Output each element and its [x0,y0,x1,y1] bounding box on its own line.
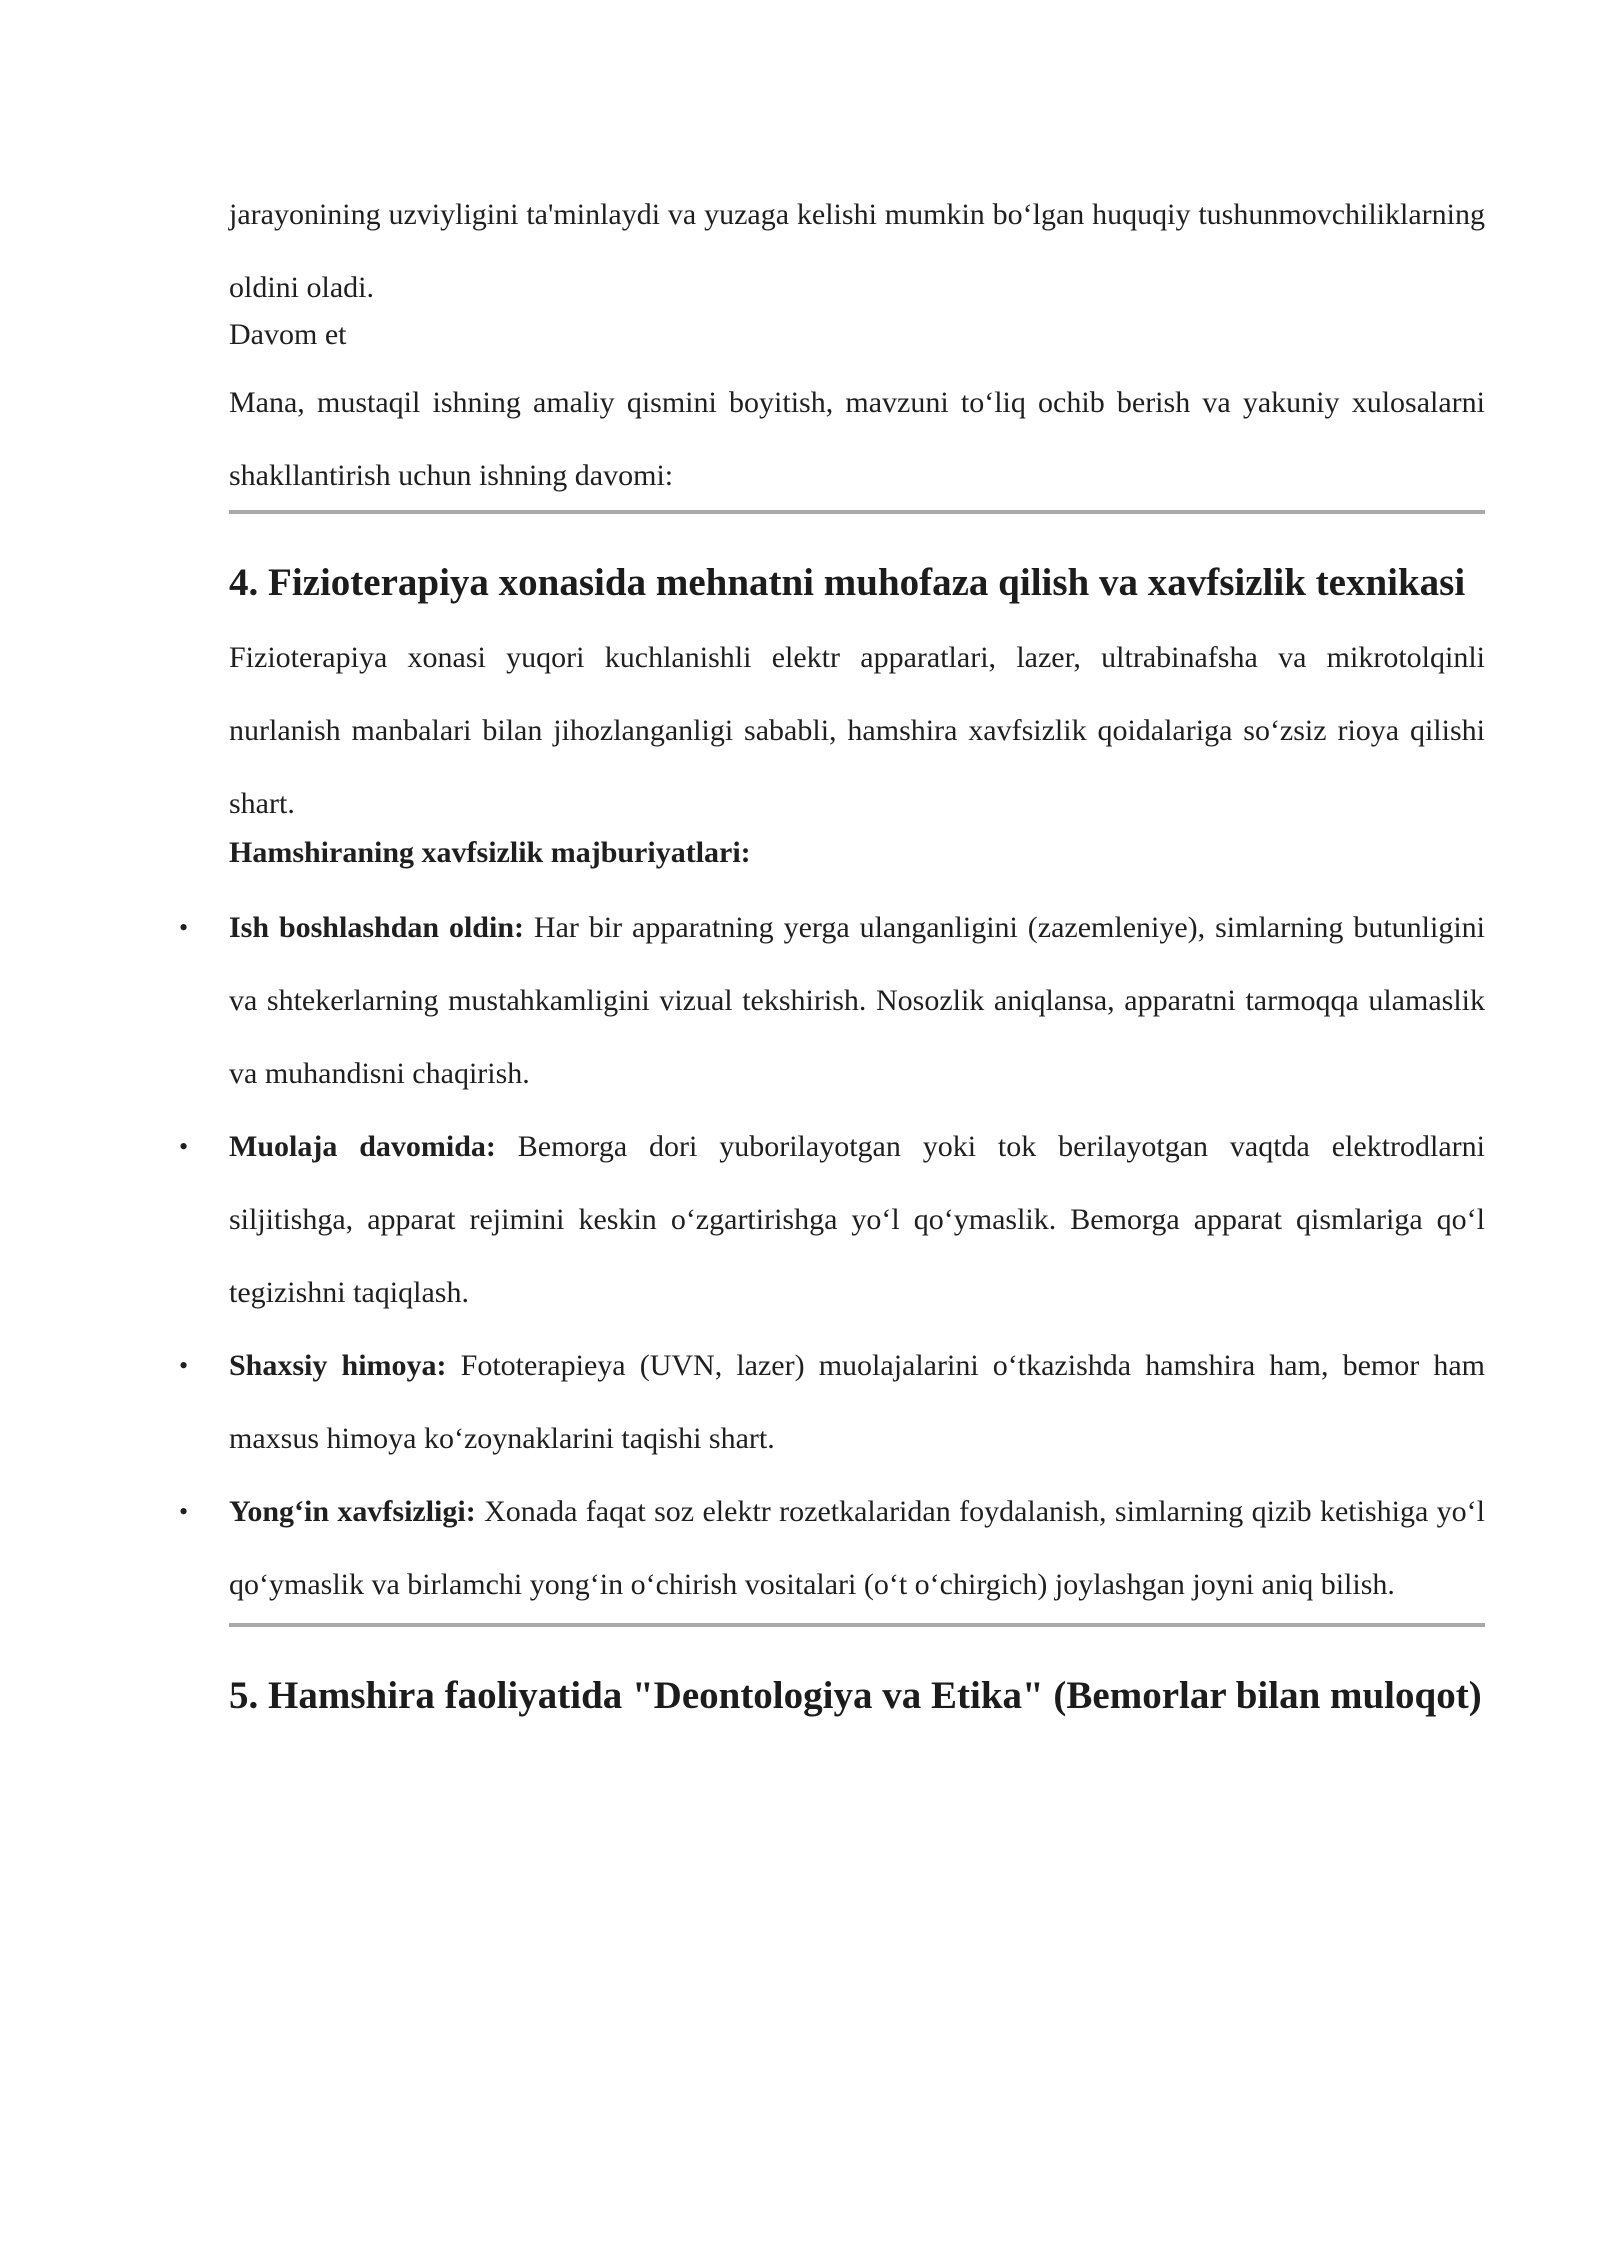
bullet-icon: • [179,1497,189,1526]
horizontal-rule [229,1623,1485,1627]
section-5-heading: 5. Hamshira faoliyatida "Deontologiya va Etika" (Bemorlar bilan muloqot) [229,1674,1482,1717]
document-page [179,178,1486,1724]
list-item-text: Xonada faqat soz elektr rozetkalaridan foydalanish, simlarning qizib ketishiga yo‘l qo‘ymaslik va birlamchi yong‘in o‘chirish vositalari (o‘t o‘chirgich) joylashgan joyni aniq bilish. [229,1495,1485,1601]
davom-et-text: Davom et [229,318,347,351]
list-item [179,1110,1485,1329]
list-item [179,1475,1485,1621]
bullet-icon: • [179,913,189,942]
list-item-label: Ish boshlashdan oldin: [229,911,525,944]
list-item-text: Har bir apparatning yerga ulanganligini (zazemleniye), simlarning butunligini va shtekerlarning mustahkamligini vizual tekshirish. Nosozlik aniqlansa, apparatni tarmoqqa ulamaslik va muhandisni chaqirish. [229,911,1486,1090]
safety-duties-heading: Hamshiraning xavfsizlik majburiyatlari: [229,836,751,869]
continuation-paragraph: Mana, mustaqil ishning amaliy qismini boyitish, mavzuni to‘liq ochib berish va yakuniy xulosalarni shakllantirish uchun ishning davomi: [229,386,1485,492]
list-item-text: Bemorga dori yuborilayotgan yoki tok berilayotgan vaqtda elektrodlarni siljitishga, apparat rejimini keskin o‘zgartirishga yo‘l qo‘ymaslik. Bemorga apparat qismlariga qo‘l tegizishni taqiqlash. [229,1130,1485,1309]
safety-duties-list [179,891,1486,1621]
intro-paragraph: jarayonining uzviyligini ta'minlaydi va yuzaga kelishi mumkin bo‘lgan huquqiy tushunmovchiliklarning oldini oladi. [229,198,1485,304]
section-4-heading: 4. Fizioterapiya xonasida mehnatni muhofaza qilish va xavfsizlik texnikasi [229,561,1466,604]
section-4-paragraph: Fizioterapiya xonasi yuqori kuchlanishli elektr apparatlari, lazer, ultrabinafsha va mikrotolqinli nurlanish manbalari bilan jihozlanganligi sababli, hamshira xavfsizlik qoidalariga so‘zsiz rioya qilishi shart. [229,641,1485,820]
list-item [179,891,1486,1110]
bullet-icon: • [179,1351,189,1380]
list-item [179,1329,1485,1475]
list-item-label: Yong‘in xavfsizligi: [229,1495,476,1528]
list-item-label: Muolaja davomida: [229,1130,496,1163]
list-item-text: Fototerapieya (UVN, lazer) muolajalarini o‘tkazishda hamshira ham, bemor ham maxsus himoya ko‘zoynaklarini taqishi shart. [229,1349,1485,1455]
bullet-icon: • [179,1132,189,1161]
list-item-label: Shaxsiy himoya: [229,1349,447,1382]
